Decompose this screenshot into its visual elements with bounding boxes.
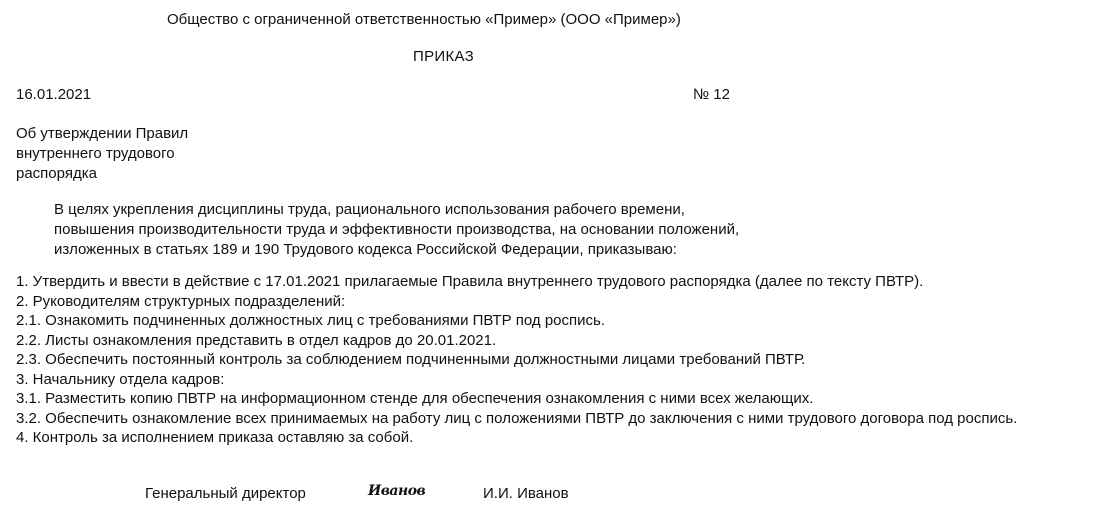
order-item: 1. Утвердить и ввести в действие с 17.01.2021 прилагаемые Правила внутреннего трудового распорядка (далее по тексту ПВТР). <box>16 273 924 290</box>
subject-line: распорядка <box>16 165 97 182</box>
preamble-line: изложенных в статьях 189 и 190 Трудового кодекса Российской Федерации, приказываю: <box>54 241 677 258</box>
document-date: 16.01.2021 <box>16 86 92 103</box>
handwritten-signature: Иванов <box>368 483 426 499</box>
preamble-line: повышения производительности труда и эффективности производства, на основании положений, <box>54 221 740 238</box>
order-item: 3.2. Обеспечить ознакомление всех принимаемых на работу лиц с положениями ПВТР до заключения с ними трудового договора под роспись. <box>16 409 1018 427</box>
organization-name: Общество с ограниченной ответственностью «Пример» (ООО «Пример») <box>167 11 681 28</box>
document-number: № 12 <box>693 86 730 103</box>
order-item: 3.1. Разместить копию ПВТР на информационном стенде для обеспечения ознакомления с ними всех желающих. <box>16 390 814 407</box>
order-subject <box>16 124 188 184</box>
signatory-name: И.И. Иванов <box>483 485 569 502</box>
subject-line: внутреннего трудового <box>16 145 175 162</box>
order-preamble <box>54 200 739 260</box>
order-item: 2.1. Ознакомить подчиненных должностных лиц с требованиями ПВТР под роспись. <box>16 312 605 329</box>
preamble-line: В целях укрепления дисциплины труда, рационального использования рабочего времени, <box>54 201 685 218</box>
order-item: 4. Контроль за исполнением приказа оставляю за собой. <box>16 429 414 446</box>
subject-line: Об утверждении Правил <box>16 125 189 142</box>
order-item: 2.2. Листы ознакомления представить в отдел кадров до 20.01.2021. <box>16 331 497 349</box>
order-items-list <box>16 272 1017 448</box>
order-item: 2. Руководителям структурных подразделений: <box>16 292 346 310</box>
order-item: 2.3. Обеспечить постоянный контроль за соблюдением подчиненными должностными лицами требований ПВТР. <box>16 351 806 368</box>
signatory-position: Генеральный директор <box>145 485 306 502</box>
document-title: ПРИКАЗ <box>413 48 475 65</box>
order-item: 3. Начальнику отдела кадров: <box>16 370 225 388</box>
